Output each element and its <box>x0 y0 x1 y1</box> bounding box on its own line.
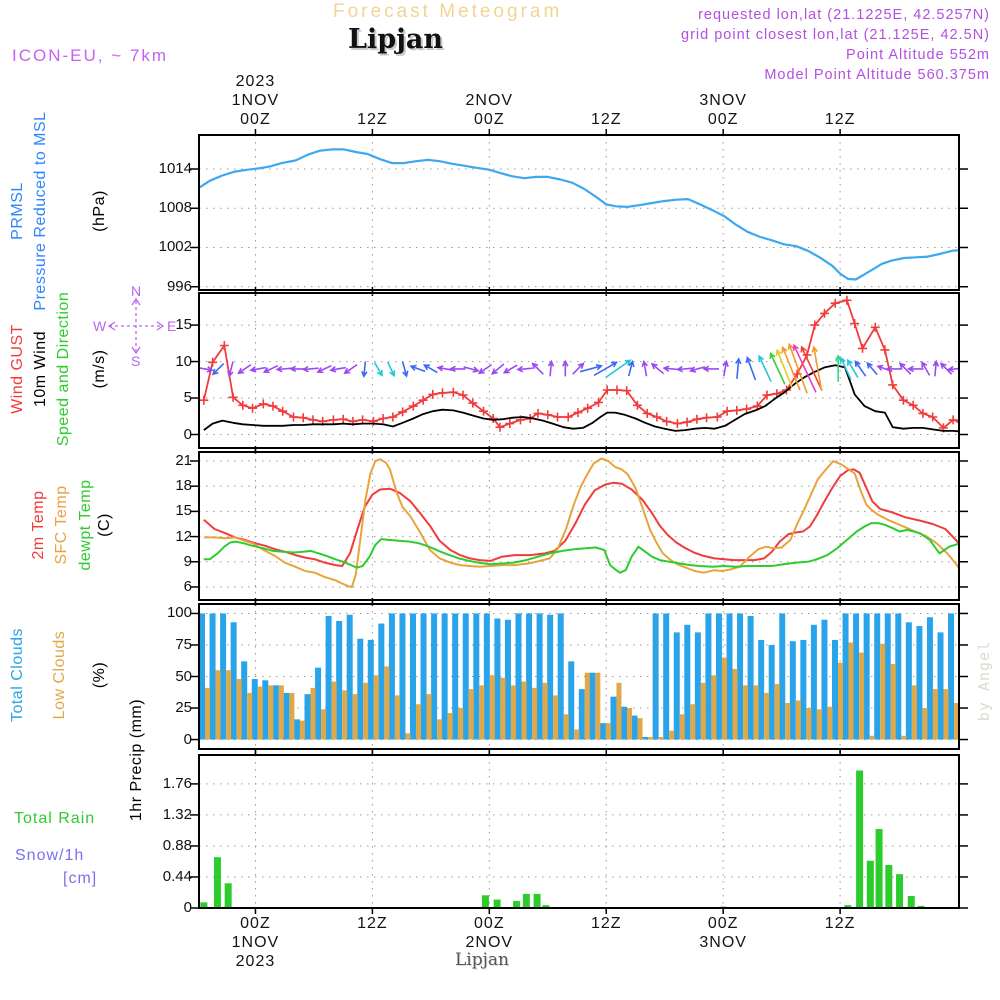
total-cloud-bar <box>399 613 405 739</box>
wind-direction-arrow <box>691 367 706 372</box>
total-cloud-bar <box>326 616 332 740</box>
model-point-altitude: Model Point Altitude 560.375m <box>764 67 990 83</box>
total-cloud-bar <box>727 613 733 739</box>
total-cloud-bar <box>347 615 353 740</box>
low-cloud-bar <box>817 709 822 739</box>
precip-bar <box>523 894 530 908</box>
low-cloud-bar <box>891 664 896 740</box>
low-cloud-bar <box>332 682 337 740</box>
wind-direction-arrow <box>239 365 251 374</box>
low-cloud-bar <box>500 678 505 740</box>
wind-direction-arrow <box>642 362 647 377</box>
panel-precip <box>190 749 968 914</box>
low-clouds-axis-name: Low Clouds <box>51 630 68 720</box>
wind-direction-arrow <box>606 360 631 377</box>
temp-ytick-6: 6 <box>183 577 192 595</box>
bottom-time-tick-12Z: 12Z <box>590 915 622 932</box>
total-cloud-bar <box>674 632 680 739</box>
precip-bar <box>225 883 232 908</box>
low-cloud-bar <box>427 694 432 739</box>
low-cloud-bar <box>289 693 294 740</box>
low-cloud-bar <box>743 685 748 739</box>
footer-station-label: Lipjan <box>455 950 509 970</box>
wind-direction-arrow <box>251 367 266 372</box>
wind-direction-arrow <box>492 364 504 374</box>
low-cloud-bar <box>258 687 263 740</box>
total-cloud-bar <box>832 640 838 740</box>
total-cloud-bar <box>210 613 216 739</box>
precip-bar <box>534 894 541 908</box>
low-cloud-bar <box>775 684 780 739</box>
temp-ytick-18: 18 <box>175 477 192 495</box>
total-cloud-bar <box>916 626 922 739</box>
total-cloud-bar <box>431 613 437 739</box>
total-cloud-bar <box>769 645 775 740</box>
wind-direction-arrow <box>362 361 367 376</box>
low-cloud-bar <box>437 719 442 739</box>
total-cloud-bar <box>579 689 585 739</box>
low-cloud-bar <box>785 703 790 740</box>
low-cloud-bar <box>585 673 590 740</box>
top-time-tick-2NOV: 2NOV 00Z <box>465 92 514 128</box>
temp-ytick-15: 15 <box>175 502 192 520</box>
wind-direction-arrow <box>652 364 664 374</box>
total-cloud-bar <box>336 621 342 740</box>
low-cloud-bar <box>754 685 759 739</box>
total-cloud-bar <box>315 668 321 740</box>
wind-direction-arrow <box>504 365 517 373</box>
wind-direction-arrow <box>264 366 278 373</box>
total-cloud-bar <box>705 613 711 739</box>
compass-e: E <box>167 318 177 334</box>
pressure-ytick-1014: 1014 <box>158 160 192 177</box>
precip-bar <box>214 857 221 908</box>
low-cloud-bar <box>912 685 917 739</box>
low-cloud-bar <box>300 721 305 740</box>
total-cloud-bar <box>642 737 648 740</box>
low-cloud-bar <box>870 736 875 740</box>
low-cloud-bar <box>648 737 653 740</box>
temp-ytick-12: 12 <box>175 527 192 545</box>
pressure-ytick-996: 996 <box>166 277 192 295</box>
wind-ytick-5: 5 <box>183 389 192 407</box>
bottom-time-tick-12Z: 12Z <box>824 915 856 932</box>
total-cloud-bar <box>220 613 226 739</box>
low-cloud-bar <box>701 683 706 740</box>
total-cloud-bar <box>473 613 479 739</box>
clouds-ytick-100: 100 <box>166 604 192 622</box>
low-cloud-bar <box>511 685 516 739</box>
bottom-time-tick-00Z: 00Z 3NOV <box>699 915 747 951</box>
series-sfc-temp <box>204 459 961 588</box>
total-cloud-bar <box>241 661 247 739</box>
low-cloud-bar <box>659 737 664 740</box>
clouds-ytick-75: 75 <box>175 635 192 653</box>
total-cloud-bar <box>737 613 743 739</box>
low-cloud-bar <box>616 683 621 740</box>
total-cloud-bar <box>853 613 859 739</box>
precip-bar <box>494 900 501 908</box>
low-cloud-bar <box>479 685 484 739</box>
precip-bar <box>482 895 489 908</box>
total-cloud-bar <box>294 719 300 739</box>
wind-direction-arrow <box>331 367 346 372</box>
pressure-ytick-1002: 1002 <box>158 238 192 256</box>
total-cloud-bar <box>948 613 954 739</box>
wind-direction-arrow <box>933 361 938 376</box>
wind-direction-arrow <box>533 364 544 375</box>
pressure-ytick-1008: 1008 <box>158 199 192 217</box>
total-cloud-bar <box>589 673 595 740</box>
total-cloud-bar <box>621 707 627 740</box>
low-cloud-bar <box>606 723 611 739</box>
low-cloud-bar <box>711 675 716 739</box>
wind-direction-arrow <box>411 366 425 372</box>
top-time-tick-3NOV: 3NOV 00Z <box>699 92 747 128</box>
total-clouds-axis-name: Total Clouds <box>9 627 26 723</box>
wind-direction-arrow <box>318 366 332 373</box>
precip-bar <box>513 901 520 908</box>
total-cloud-bar <box>748 616 754 740</box>
total-cloud-bar <box>547 615 553 740</box>
low-cloud-bar <box>247 693 252 740</box>
low-cloud-bar <box>205 688 210 740</box>
low-cloud-bar <box>944 689 949 739</box>
temp-ytick-21: 21 <box>175 451 192 469</box>
total-cloud-bar <box>421 613 427 739</box>
low-cloud-bar <box>311 688 316 740</box>
total-cloud-bar <box>927 617 933 739</box>
low-cloud-bar <box>237 679 242 740</box>
total-cloud-bar <box>938 632 944 739</box>
wind-direction-arrow <box>424 365 437 373</box>
precip-bar <box>867 861 874 908</box>
low-cloud-bar <box>448 713 453 739</box>
total-cloud-bar <box>273 685 279 739</box>
series-prmsl <box>200 149 960 279</box>
wind-ytick-10: 10 <box>175 352 192 370</box>
total-cloud-bar <box>452 613 458 739</box>
wind-direction-arrow <box>548 361 553 376</box>
low-cloud-bar <box>279 685 284 739</box>
total-cloud-bar <box>895 613 901 739</box>
wind-direction-arrow <box>518 367 533 372</box>
wind-ytick-0: 0 <box>183 425 192 443</box>
wind-direction-arrow <box>304 367 319 372</box>
wind-direction-arrow <box>388 362 395 376</box>
total-cloud-bar <box>357 639 363 740</box>
wind-direction-arrow <box>464 367 479 372</box>
total-cloud-bar <box>463 613 469 739</box>
low-cloud-bar <box>733 669 738 740</box>
low-cloud-bar <box>469 689 474 739</box>
wind-direction-arrow <box>949 367 964 372</box>
clouds-ytick-0: 0 <box>183 730 192 748</box>
low-cloud-bar <box>838 663 843 740</box>
page-title: Lipjan <box>348 24 444 55</box>
series-dewpt-temp <box>204 523 960 573</box>
wind-direction-arrow <box>345 365 357 374</box>
wind-direction-arrow <box>629 362 634 377</box>
total-cloud-bar <box>758 640 764 740</box>
wind-direction-arrow <box>479 365 491 374</box>
low-cloud-bar <box>268 685 273 739</box>
pressure-series <box>200 149 960 279</box>
total-cloud-bar <box>283 693 289 740</box>
precip-series <box>200 771 924 908</box>
clouds-ytick-25: 25 <box>175 699 192 717</box>
low-cloud-bar <box>553 695 558 739</box>
total-cloud-bar <box>389 613 395 739</box>
wind-series <box>197 296 965 433</box>
wind-direction-arrow <box>770 354 785 385</box>
low-cloud-bar <box>395 695 400 739</box>
low-cloud-bar <box>880 644 885 740</box>
total-cloud-bar <box>442 613 448 739</box>
low-cloud-bar <box>384 666 389 739</box>
compass-w: W <box>93 318 107 334</box>
total-cloud-bar <box>568 661 574 739</box>
panel-clouds <box>190 598 970 755</box>
wind10m-axis-name: 10m Wind <box>32 330 49 408</box>
low-cloud-bar <box>363 683 368 740</box>
snow-unit-legend: [cm] <box>63 870 98 887</box>
speed-direction-axis-name: Speed and Direction <box>55 291 72 447</box>
total-cloud-bar <box>526 613 532 739</box>
pressure-axis-name: PRMSL <box>9 182 26 240</box>
pressure-axis-subname: Pressure Reduced to MSL <box>32 111 49 311</box>
low-cloud-bar <box>321 709 326 739</box>
plot-type-title: Forecast Meteogram <box>333 1 563 22</box>
low-cloud-bar <box>490 675 495 739</box>
total-cloud-bar <box>494 619 500 740</box>
wind-direction-arrow <box>723 362 728 377</box>
low-cloud-bar <box>522 682 527 740</box>
precip-ytick-0.44: 0.44 <box>162 867 192 885</box>
low-cloud-bar <box>574 729 579 739</box>
low-cloud-bar <box>458 708 463 740</box>
low-cloud-bar <box>374 675 379 739</box>
precip-ytick-0.88: 0.88 <box>162 836 192 854</box>
gust-axis-name: Wind GUST <box>9 324 26 414</box>
low-cloud-bar <box>859 653 864 740</box>
low-cloud-bar <box>543 683 548 740</box>
wind-direction-arrow <box>747 358 756 381</box>
total-cloud-bar <box>410 613 416 739</box>
low-cloud-bar <box>669 731 674 740</box>
low-cloud-bar <box>405 733 410 739</box>
low-cloud-bar <box>532 688 537 740</box>
pressure-unit-label: (hPa) <box>91 190 108 232</box>
top-time-tick-12Z: 12Z <box>357 111 388 128</box>
dewpt-axis-name: dewpt Temp <box>77 479 94 571</box>
low-cloud-bar <box>849 642 854 739</box>
low-cloud-bar <box>901 736 906 740</box>
precip-ytick-1.76: 1.76 <box>162 774 192 792</box>
wind-direction-arrow <box>855 362 865 377</box>
low-cloud-bar <box>933 689 938 739</box>
low-cloud-bar <box>638 718 643 739</box>
top-time-tick-12Z: 12Z <box>824 111 856 128</box>
wind-direction-arrow <box>909 366 924 371</box>
precip-grid <box>190 749 968 914</box>
wind-direction-arrow <box>563 361 568 376</box>
low-cloud-bar <box>564 714 569 739</box>
rain-legend: Total Rain <box>14 810 96 827</box>
panel-wind <box>190 287 968 454</box>
total-cloud-bar <box>610 697 616 740</box>
model-label: ICON-EU, ~ 7km <box>12 46 168 65</box>
wind-direction-arrow <box>664 366 679 371</box>
low-cloud-bar <box>680 714 685 739</box>
compass-n: N <box>131 283 142 299</box>
grid-point-lonlat: grid point closest lon,lat (21.125E, 42.5N) <box>681 27 990 43</box>
bottom-time-tick-00Z: 00Z 2NOV <box>465 915 514 951</box>
total-cloud-bar <box>231 622 237 739</box>
top-time-tick-2023: 2023 1NOV 00Z <box>231 73 280 128</box>
low-cloud-bar <box>764 693 769 740</box>
precip-bar <box>856 771 863 908</box>
low-cloud-bar <box>216 670 221 739</box>
wind-ytick-15: 15 <box>175 316 192 334</box>
total-cloud-bar <box>600 723 606 739</box>
requested-lonlat: requested lon,lat (21.1225E, 42.5257N) <box>698 7 990 23</box>
wind-direction-arrow <box>704 366 719 371</box>
total-cloud-bar <box>653 613 659 739</box>
clouds-unit-label: (%) <box>91 661 108 689</box>
total-cloud-bar <box>779 613 785 739</box>
precip-ytick-1.32: 1.32 <box>162 805 192 823</box>
wind-direction-arrow <box>736 359 741 379</box>
total-cloud-bar <box>684 625 690 740</box>
total-cloud-bar <box>368 640 374 740</box>
low-cloud-bar <box>806 708 811 740</box>
wind-direction-arrow <box>213 364 224 375</box>
low-cloud-bar <box>796 700 801 739</box>
snow-legend: Snow/1h <box>15 847 85 864</box>
low-cloud-bar <box>690 704 695 739</box>
low-cloud-bar <box>416 704 421 739</box>
total-cloud-bar <box>484 613 490 739</box>
bottom-time-tick-12Z: 12Z <box>357 915 388 932</box>
total-cloud-bar <box>906 622 912 739</box>
compass-s: S <box>131 353 141 369</box>
total-cloud-bar <box>558 613 564 739</box>
low-cloud-bar <box>722 658 727 740</box>
precip-bar <box>908 896 915 908</box>
precip-bar <box>896 874 903 908</box>
low-cloud-bar <box>353 694 358 739</box>
precip-ytick-0: 0 <box>183 899 192 916</box>
precip-bar <box>876 829 883 908</box>
total-cloud-bar <box>821 620 827 740</box>
total-cloud-bar <box>252 679 258 740</box>
wind-direction-arrow <box>759 356 771 381</box>
total-cloud-bar <box>305 694 311 739</box>
panel-temp <box>190 446 968 606</box>
wind-direction-arrow <box>403 362 408 377</box>
bottom-time-tick-00Z: 00Z 1NOV 2023 <box>231 915 280 970</box>
series-10m-wind <box>204 365 961 431</box>
temp-unit-label: (C) <box>96 513 113 537</box>
temp-ytick-9: 9 <box>183 552 192 570</box>
total-cloud-bar <box>811 625 817 740</box>
total-cloud-bar <box>843 613 849 739</box>
low-cloud-bar <box>226 670 231 739</box>
wind-unit-label: (m/s) <box>91 349 108 389</box>
low-cloud-bar <box>827 707 832 740</box>
low-cloud-bar <box>595 673 600 740</box>
temp-series <box>204 459 961 588</box>
total-cloud-bar <box>695 632 701 739</box>
low-cloud-bar <box>627 708 632 740</box>
wind-direction-arrow <box>573 364 584 375</box>
precip-unit-label: 1hr Precip (mm) <box>128 698 145 822</box>
total-cloud-bar <box>790 641 796 739</box>
panel-pressure <box>190 129 968 296</box>
clouds-ytick-50: 50 <box>175 667 192 685</box>
sfctemp-axis-name: SFC Temp <box>53 485 70 565</box>
total-cloud-bar <box>537 613 543 739</box>
total-cloud-bar <box>716 613 722 739</box>
temp2m-axis-name: 2m Temp <box>30 490 47 560</box>
total-cloud-bar <box>505 620 511 740</box>
low-cloud-bar <box>922 708 927 740</box>
author-watermark: by Angel <box>975 640 993 722</box>
point-altitude: Point Altitude 552m <box>846 47 990 63</box>
low-cloud-bar <box>342 690 347 739</box>
total-cloud-bar <box>663 613 669 739</box>
total-cloud-bar <box>874 613 880 739</box>
wind-direction-arrow <box>867 363 877 375</box>
wind-direction-arrow <box>375 362 383 375</box>
total-cloud-bar <box>262 680 268 739</box>
wind-direction-arrow <box>451 366 466 371</box>
total-cloud-bar <box>885 613 891 739</box>
low-cloud-bar <box>965 685 970 739</box>
total-cloud-bar <box>516 613 522 739</box>
precip-bar <box>885 865 892 908</box>
total-cloud-bar <box>378 624 384 740</box>
total-cloud-bar <box>864 613 870 739</box>
wind-direction-arrow <box>887 366 902 371</box>
total-cloud-bar <box>800 640 806 740</box>
total-cloud-bar <box>632 716 638 740</box>
top-time-tick-12Z: 12Z <box>590 111 622 128</box>
